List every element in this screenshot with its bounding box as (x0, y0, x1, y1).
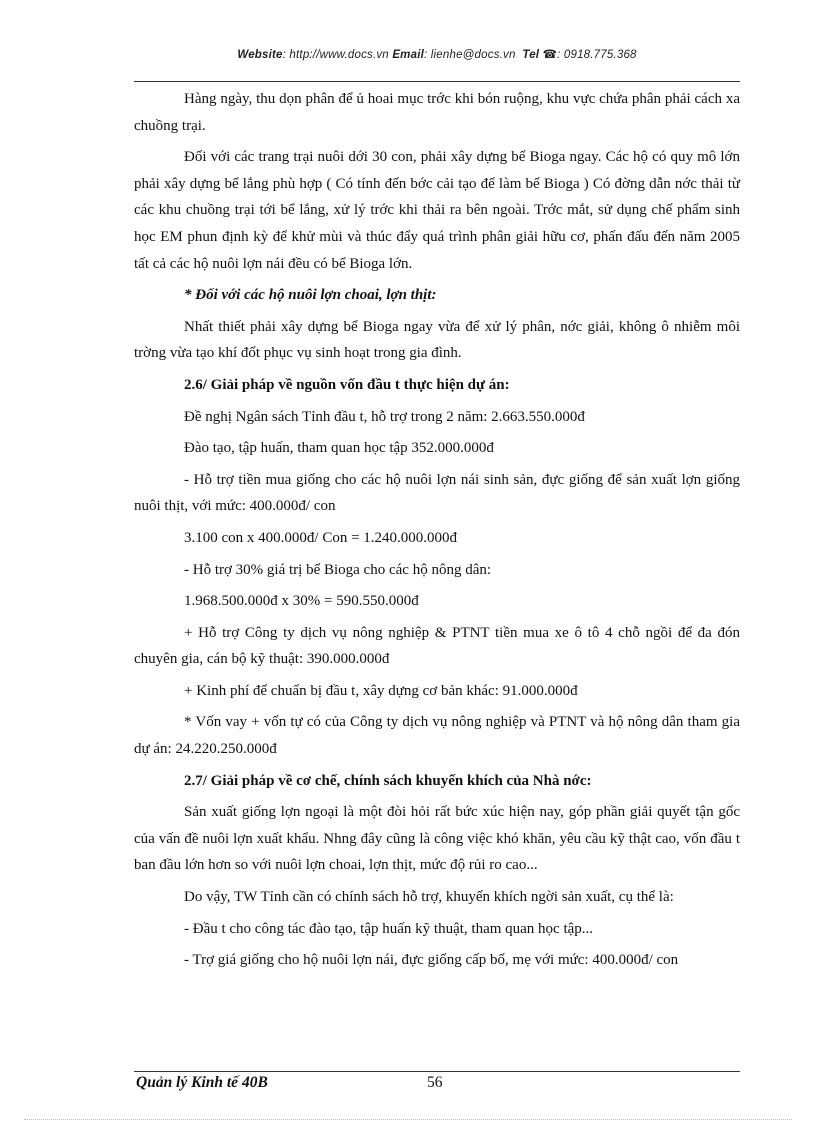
email-label: Email (392, 49, 424, 61)
header-rule (134, 81, 740, 82)
paragraph: 3.100 con x 400.000đ/ Con = 1.240.000.000đ (184, 529, 458, 546)
page-bottom-divider (24, 1119, 792, 1120)
paragraph: Do vậy, TW Tỉnh cần có chính sách hỗ trợ, khuyến khích ngời sản xuất, cụ thể là: (184, 889, 674, 906)
paragraph: - Trợ giá giống cho hộ nuôi lợn nái, đực giống cấp bố, mẹ với mức: 400.000đ/ con (184, 952, 679, 969)
section-heading-2-6: 2.6/ Giải pháp về nguồn vốn đầu t thực hiện dự án: (184, 376, 510, 393)
section-heading-2-7: 2.7/ Giải pháp về cơ chế, chính sách khuyến khích của Nhà nớc: (184, 772, 592, 789)
page-number: 56 (427, 1074, 443, 1091)
paragraph: - Hỗ trợ tiền mua giống cho các hộ nuôi lợn nái sinh sản, đực giống để sản xuất lợn giống nuôi thịt, với mức: 400.000đ/ con (134, 471, 740, 515)
website-label: Website (237, 49, 283, 61)
subheading-pig-farms: * Đối với các hộ nuôi lợn choai, lợn thịt: (184, 287, 437, 304)
paragraph: Nhất thiết phải xây dựng bể Bioga ngay vừa để xử lý phân, nớc giải, không ô nhiễm môi trờng vừa tạo khí đốt phục vụ sinh hoạt trong gia đình. (134, 318, 740, 362)
paragraph: Đối với các trang trại nuôi dới 30 con, phải xây dựng bể Bioga ngay. Các hộ có quy mô lớn phải xây dựng bể lắng phù hợp ( Có tính đến bớc cải tạo để làm bể Bioga ) Có đờng dẫn nớc thải từ các khu chuồng trại tới bể lắng, xử lý trớc khi thải ra bên ngoài. Trớc mắt, sử dụng chế phẩm sinh học EM phun định kỳ để khử mùi và thúc đẩy quá trình phân giải hữu cơ, phấn đấu đến năm 2005 tất cả các hộ nuôi lợn nái đều có bể Bioga lớn. (134, 149, 740, 272)
paragraph: Đào tạo, tập huấn, tham quan học tập 352.000.000đ (184, 440, 494, 457)
paragraph: + Hỗ trợ Công ty dịch vụ nông nghiệp & PTNT tiền mua xe ô tô 4 chỗ ngồi để đa đón chuyên gia, cán bộ kỹ thuật: 390.000.000đ (134, 624, 740, 668)
website-value[interactable]: : http://www.docs.vn (282, 49, 389, 61)
paragraph: Hàng ngày, thu dọn phân để ủ hoai mục trớc khi bón ruộng, khu vực chứa phân phải cách xa chuồng trại. (134, 91, 740, 134)
footer-rule (134, 1071, 740, 1072)
paragraph: - Đầu t cho công tác đào tạo, tập huấn kỹ thuật, tham quan học tập... (184, 920, 594, 937)
page-header (134, 47, 740, 61)
tel-label: Tel ☎ (522, 49, 558, 61)
footer-title: Quản lý Kinh tế 40B (136, 1074, 268, 1091)
paragraph: Sản xuất giống lợn ngoại là một đòi hỏi rất bức xúc hiện nay, góp phần giải quyết tận gốc của vấn đề nuôi lợn xuất khẩu. Nhng đây cũng là công việc khó khăn, yêu cầu kỹ thật cao, vốn đầu t ban đầu lớn hơn so với nuôi lợn choai, lợn thịt, mức độ rủi ro cao... (134, 804, 740, 874)
paragraph: 1.968.500.000đ x 30% = 590.550.000đ (184, 593, 419, 610)
email-value[interactable]: : lienhe@docs.vn (424, 49, 516, 61)
page-body (134, 86, 740, 979)
paragraph: * Vốn vay + vốn tự có của Công ty dịch vụ nông nghiệp và PTNT và hộ nông dân tham gia dự án: 24.220.250.000đ (134, 714, 740, 758)
paragraph: + Kinh phí để chuẩn bị đầu t, xây dựng cơ bản khác: 91.000.000đ (184, 682, 578, 699)
paragraph: - Hỗ trợ 30% giá trị bể Bioga cho các hộ nông dân: (184, 561, 492, 578)
tel-value: : 0918.775.368 (557, 49, 637, 61)
paragraph: Đề nghị Ngân sách Tỉnh đầu t, hỗ trợ trong 2 năm: 2.663.550.000đ (184, 408, 585, 425)
